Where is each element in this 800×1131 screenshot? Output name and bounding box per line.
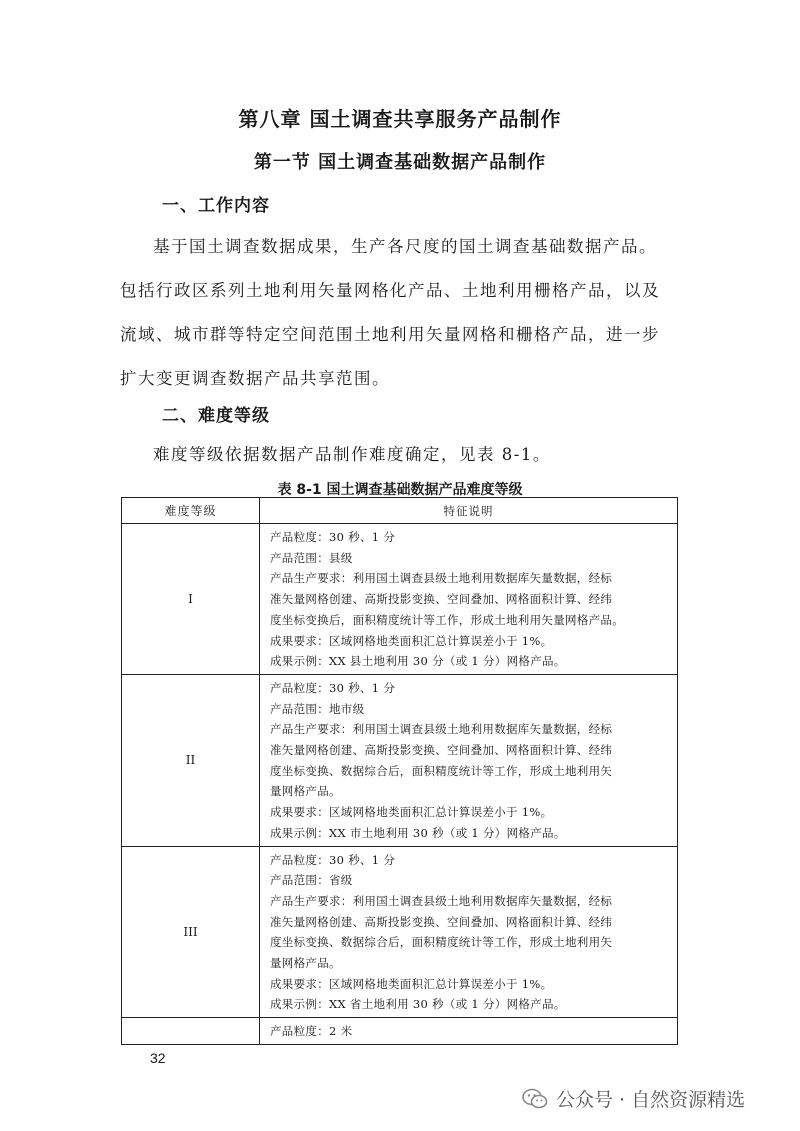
table-row — [122, 1018, 678, 1045]
difficulty-level-cell: III — [122, 846, 260, 1018]
description-line: 准矢量网格创建、高斯投影变换、空间叠加、网格面积计算、经纬 — [270, 914, 613, 929]
table-header-row — [122, 498, 678, 524]
description-line: 成果示例：XX 省土地利用 30 秒（或 1 分）网格产品。 — [270, 997, 566, 1012]
page-number: 32 — [150, 1050, 166, 1066]
table-header-description: 特征说明 — [260, 498, 678, 524]
description-line: 产品范围：地市级 — [270, 701, 365, 716]
description-line: 成果要求：区域网格地类面积汇总计算误差小于 1%。 — [270, 805, 553, 820]
chapter-title: 第八章 国土调查共享服务产品制作 — [238, 107, 562, 131]
difficulty-level-cell — [122, 1018, 260, 1045]
description-line: 产品粒度：30 秒、1 分 — [270, 530, 396, 544]
description-line: 度坐标变换、数据综合后，面积精度统计等工作，形成土地利用矢 — [270, 763, 613, 778]
difficulty-table — [121, 497, 678, 1045]
watermark-text: 公众号 · 自然资源精选 — [556, 1089, 746, 1111]
description-line: 量网格产品。 — [270, 784, 341, 799]
wechat-icon — [522, 1088, 548, 1110]
description-line: 产品生产要求：利用国土调查县级土地利用数据库矢量数据，经标 — [270, 722, 613, 737]
description-cell — [260, 674, 678, 846]
description-line: 产品范围：省级 — [270, 873, 353, 888]
description-line: 产品生产要求：利用国土调查县级土地利用数据库矢量数据，经标 — [270, 893, 613, 908]
description-cell — [260, 846, 678, 1018]
table-title: 表 8-1 国土调查基础数据产品难度等级 — [277, 482, 523, 498]
description-line: 度坐标变换、数据综合后，面积精度统计等工作，形成土地利用矢 — [270, 935, 613, 950]
heading-work-content: 一、工作内容 — [162, 196, 270, 216]
paragraph-line: 基于国土调查数据成果，生产各尺度的国土调查基础数据产品。 — [153, 237, 657, 256]
section-title: 第一节 国土调查基础数据产品制作 — [253, 152, 547, 173]
description-line: 成果要求：区域网格地类面积汇总计算误差小于 1%。 — [270, 976, 553, 991]
description-line: 准矢量网格创建、高斯投影变换、空间叠加、网格面积计算、经纬 — [270, 743, 613, 758]
table-row — [122, 846, 678, 1018]
description-line: 产品粒度：30 秒、1 分 — [270, 852, 396, 867]
watermark — [522, 1085, 745, 1112]
description-line: 成果示例：XX 市土地利用 30 秒（或 1 分）网格产品。 — [270, 825, 566, 840]
description-cell — [260, 1018, 678, 1045]
table-row — [122, 674, 678, 846]
description-line: 准矢量网格创建、高斯投影变换、空间叠加、网格面积计算、经纬 — [270, 592, 613, 607]
description-line: 产品范围：县级 — [270, 550, 353, 565]
table-row — [122, 524, 678, 675]
description-cell — [260, 524, 678, 675]
description-line: 成果要求：区域网格地类面积汇总计算误差小于 1%。 — [270, 633, 553, 648]
paragraph-work-content — [120, 225, 680, 401]
difficulty-level-cell: II — [122, 674, 260, 846]
description-line: 产品粒度：2 米 — [270, 1024, 353, 1039]
table-header-level: 难度等级 — [122, 498, 260, 524]
paragraph-line: 包括行政区系列土地利用矢量网格化产品、土地利用栅格产品，以及 — [120, 281, 660, 300]
paragraph-line: 扩大变更调查数据产品共享范围。 — [120, 369, 390, 388]
description-line: 产品生产要求：利用国土调查县级土地利用数据库矢量数据，经标 — [270, 571, 613, 586]
description-line: 量网格产品。 — [270, 956, 341, 971]
paragraph-difficulty-level: 难度等级依据数据产品制作难度确定，见表 8-1。 — [153, 445, 551, 464]
table-body — [122, 524, 678, 1045]
paragraph-line: 流域、城市群等特定空间范围土地利用矢量网格和栅格产品，进一步 — [120, 325, 660, 344]
description-line: 成果示例：XX 县土地利用 30 分（或 1 分）网格产品。 — [270, 654, 566, 669]
description-line: 度坐标变换后，面积精度统计等工作，形成土地利用矢量网格产品。 — [270, 612, 624, 627]
description-line: 产品粒度：30 秒、1 分 — [270, 680, 396, 695]
difficulty-level-cell: I — [122, 524, 260, 675]
heading-difficulty-level: 二、难度等级 — [162, 406, 270, 426]
